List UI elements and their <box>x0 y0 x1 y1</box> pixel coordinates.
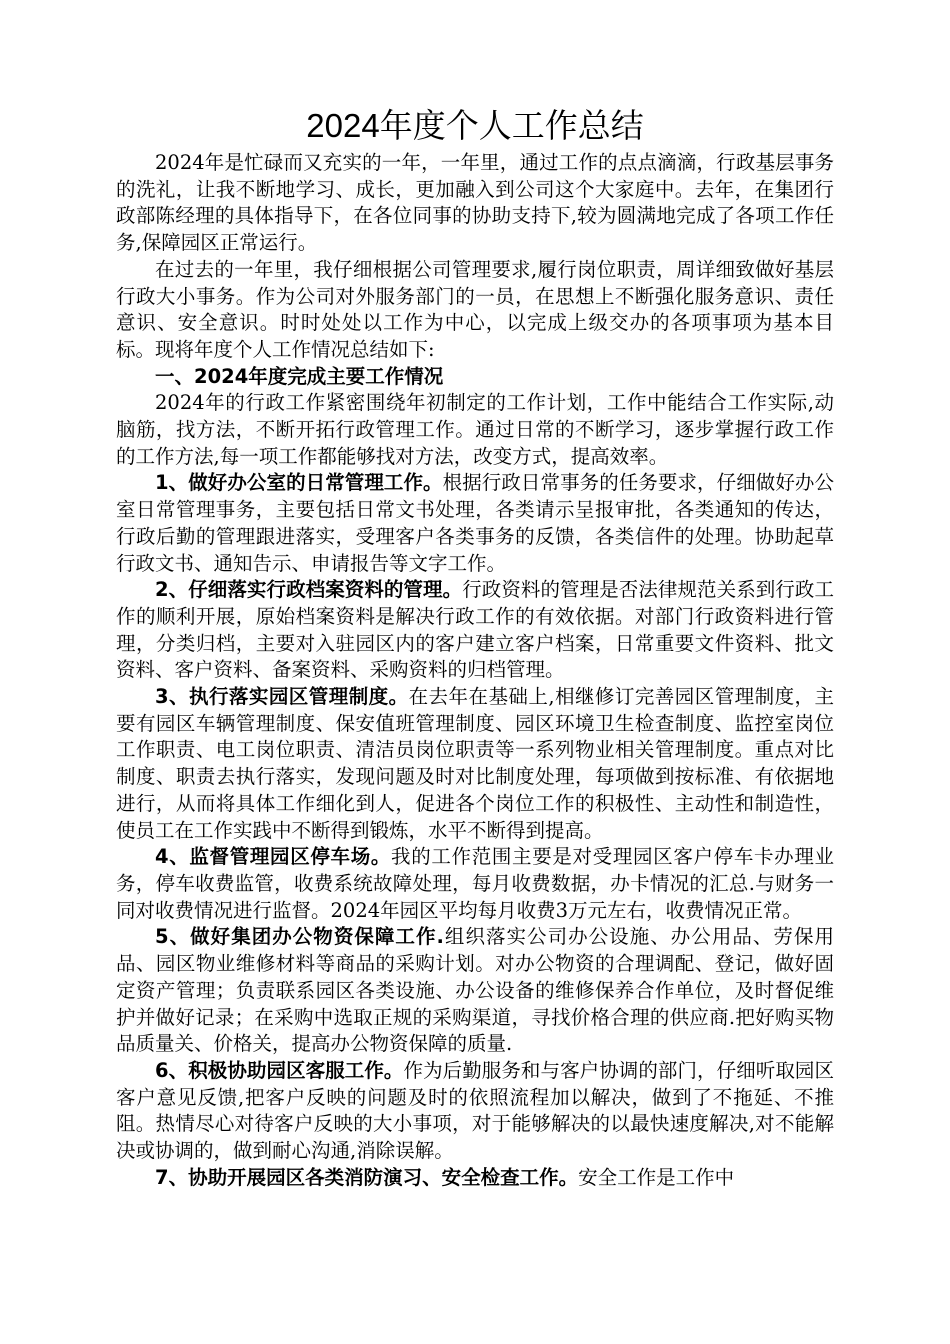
work-item-title: 7、协助开展园区各类消防演习、安全检查工作。 <box>155 1165 579 1189</box>
work-item-title: 1、做好办公室的日常管理工作。 <box>155 471 443 495</box>
intro-paragraph: 2024年是忙碌而又充实的一年，一年里，通过工作的点点滴滴，行政基层事务的洗礼，让我不断地学习、成长，更加融入到公司这个大家庭中。去年，在集团行政部陈经理的具体指导下，在各位同事的协助支持下,较为圆满地完成了各项工作任务,保障园区正常运行。 <box>116 151 834 255</box>
work-item-1 <box>116 470 834 577</box>
work-item-3 <box>116 684 834 844</box>
work-item-body: 在去年在基础上,相继修订完善园区管理制度，主要有园区车辆管理制度、保安值班管理制度、园区环境卫生检查制度、监控室岗位工作职责、电工岗位职责、清洁员岗位职责等一系列物业相关管理制度。重点对比制度、职责去执行落实，发现问题及时对比制度处理，每项做到按标准、有依据地进行，从而将具体工作细化到人，促进各个岗位工作的积极性、主动性和制造性，使员工在工作实践中不断得到锻炼，水平不断得到提高。 <box>116 685 835 842</box>
work-item-body: 根据行政日常事务的任务要求，仔细做好办公室日常管理事务，主要包括日常文书处理，各类请示呈报审批，各类通知的传达，行政后勤的管理跟进落实，受理客户各类事务的反馈，各类信件的处理。协助起草行政文书、通知告示、申请报告等文字工作。 <box>116 471 834 575</box>
work-item-title: 6、积极协助园区客服工作。 <box>155 1058 404 1082</box>
work-item-body: 作为后勤服务和与客户协调的部门，仔细听取园区客户意见反馈,把客户反映的问题及时的依照流程加以解决，做到了不拖延、不推阻。热情尽心对待客户反映的大小事项，对于能够解决的以最快速度解决,对不能解决或协调的，做到耐心沟通,消除误解。 <box>116 1058 834 1163</box>
work-item-body: 行政资料的管理是否法律规范关系到行政工作的顺利开展，原始档案资料是解决行政工作的有效依据。对部门行政资料进行管理，分类归档，主要对入驻园区内的客户建立客户档案，日常重要文件资料、批文资料、客户资料、备案资料、采购资料的归档管理。 <box>116 578 834 682</box>
work-item-title: 5、做好集团办公物资保障工作. <box>155 925 444 949</box>
work-item-4 <box>116 844 834 924</box>
intro-paragraph: 在过去的一年里，我仔细根据公司管理要求,履行岗位职责，周详细致做好基层行政大小事务。作为公司对外服务部门的一员，在思想上不断强化服务意识、责任意识、安全意识。时时处处以工作为中心，以完成上级交办的各项事项为基本目标。现将年度个人工作情况总结如下: <box>116 257 834 361</box>
work-item-title: 3、执行落实园区管理制度。 <box>155 685 409 709</box>
document-title: 2024年度个人工作总结 <box>306 107 644 144</box>
work-item-body: 组织落实公司办公设施、办公用品、劳保用品、园区物业维修材料等商品的采购计划。对办公物资的合理调配、登记，做好固定资产管理；负责联系园区各类设施、办公设备的维修保养合作单位，及时督促维护并做好记录；在采购中选取正规的采购渠道，寻找价格合理的供应商.把好购买物品质量关、价格关，提高办公物资保障的质量. <box>116 925 834 1056</box>
work-item-5 <box>116 924 834 1058</box>
section-heading: 一、2024年度完成主要工作情况 <box>155 364 444 388</box>
work-item-body: 安全工作是工作中 <box>578 1165 735 1189</box>
work-item-title: 4、监督管理园区停车场。 <box>155 845 392 869</box>
work-item-2 <box>116 577 834 684</box>
work-item-body: 我的工作范围主要是对受理园区客户停车卡办理业务，停车收费监管，收费系统故障处理，每月收费数据，办卡情况的汇总.与财务一同对收费情况进行监督。2024年园区平均每月收费3万元左右，收费情况正常。 <box>116 845 834 922</box>
section-intro-paragraph: 2024年的行政工作紧密围绕年初制定的工作计划，工作中能结合工作实际,动脑筋，找方法，不断开拓行政管理工作。通过日常的不断学习，逐步掌握行政工作的工作方法,每一项工作都能够找对方法，改变方式，提高效率。 <box>116 391 834 468</box>
work-item-title: 2、仔细落实行政档案资料的管理。 <box>155 578 463 602</box>
work-item-6 <box>116 1058 834 1165</box>
document-body <box>116 104 834 1191</box>
work-item-7 <box>116 1165 834 1192</box>
